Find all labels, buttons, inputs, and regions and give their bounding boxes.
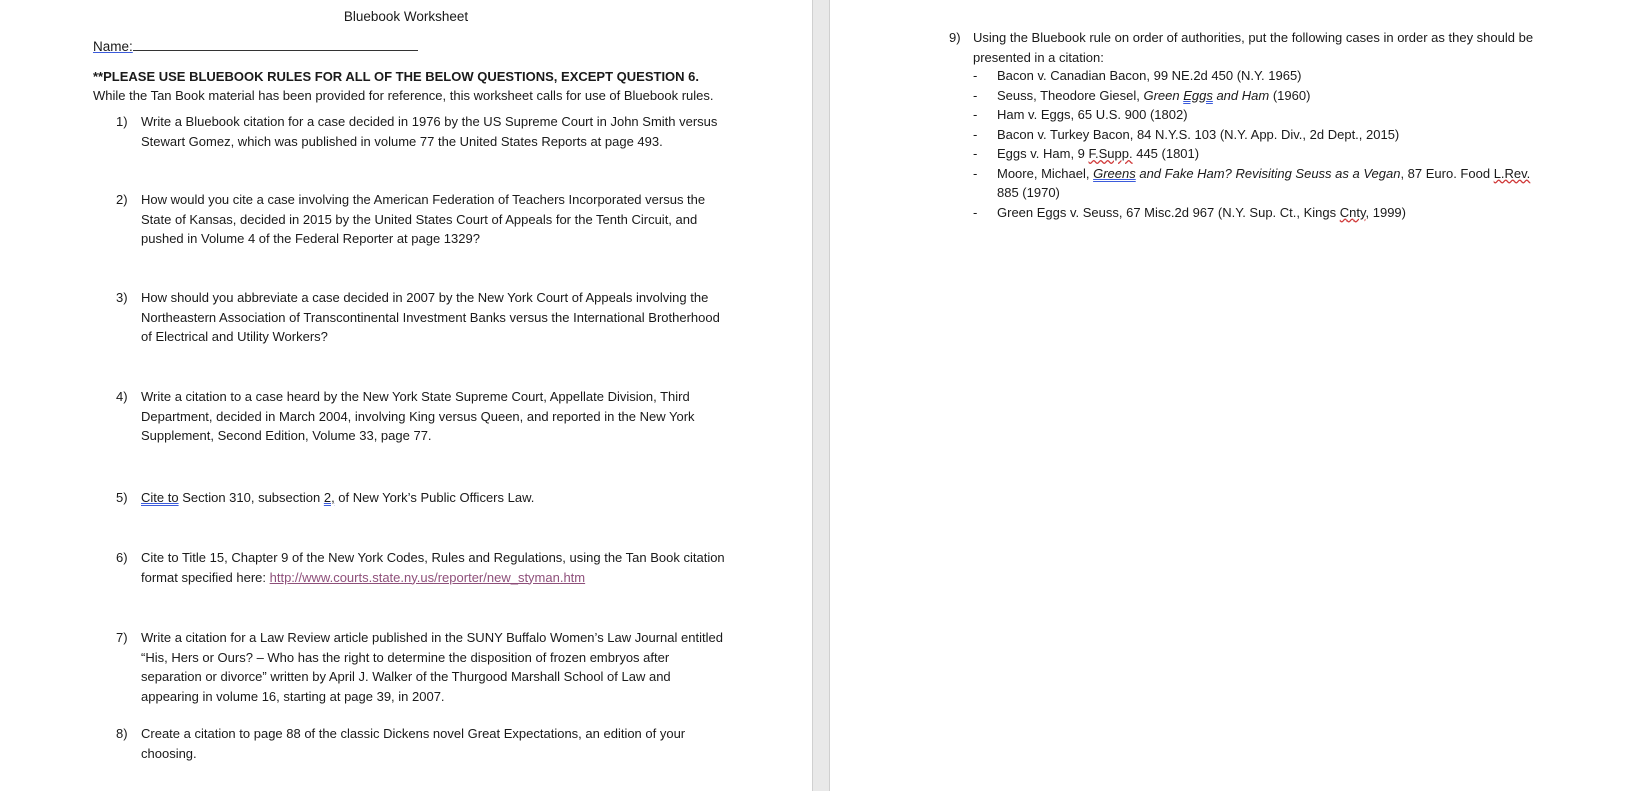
- spelling-flag-text[interactable]: F.Supp.: [1088, 146, 1133, 161]
- question-4: [116, 387, 726, 446]
- question-number: 2): [116, 192, 128, 207]
- case-text: 445 (1801): [1132, 146, 1200, 161]
- case-text: (1960): [1269, 87, 1311, 103]
- question-3: [116, 288, 726, 347]
- list-item: [973, 66, 1533, 86]
- bullet-dash: -: [973, 126, 978, 142]
- list-item: [973, 125, 1533, 145]
- list-item: [973, 144, 1533, 164]
- question-text: Using the Bluebook rule on order of authorities, put the following cases in order as they should be presented in a citation:: [973, 30, 1534, 65]
- page-title: Bluebook Worksheet: [343, 9, 469, 24]
- case-text: Seuss, Theodore Giesel,: [997, 87, 1144, 103]
- question-text-part: of New York’s Public Officers Law.: [334, 490, 535, 505]
- question-number: 1): [116, 114, 128, 129]
- grammar-flag-text[interactable]: Greens: [1093, 165, 1136, 181]
- question-number: 9): [949, 30, 961, 45]
- bullet-dash: -: [973, 165, 978, 181]
- question-text: How would you cite a case involving the American Federation of Teachers Incorporated versus the State of Kansas, decided in 2015 by the United States Court of Appeals for the Tenth Circuit, and pushed in Volume 4 of the Federal Reporter at page 1329?: [141, 192, 706, 246]
- notice-text: While the Tan Book material has been provided for reference, this worksheet calls for use of Bluebook rules.: [93, 88, 714, 103]
- question-text: Create a citation to page 88 of the classic Dickens novel Great Expectations, an edition of your choosing.: [141, 726, 686, 761]
- bullet-dash: -: [973, 68, 978, 83]
- case-text: Bacon v. Canadian Bacon, 99 NE.2d 450 (N.Y. 1965): [997, 68, 1302, 83]
- case-text: Eggs v. Ham, 9: [997, 146, 1089, 161]
- case-text: Bacon v. Turkey Bacon, 84 N.Y.S. 103 (N.Y. App. Div., 2d Dept., 2015): [997, 126, 1400, 142]
- question-text-part: Section 310, subsection: [178, 490, 324, 505]
- case-title-italic: and Fake Ham? Revisiting Seuss as a Vegan: [1135, 165, 1401, 181]
- document-page-left: [0, 0, 812, 791]
- grammar-flag-text[interactable]: Eggs: [1183, 87, 1213, 103]
- bullet-dash: -: [973, 87, 978, 103]
- instructions-notice: [93, 67, 733, 105]
- question-number: 6): [116, 550, 128, 565]
- question-9: [949, 28, 1549, 67]
- case-text: 885 (1970): [997, 185, 1060, 200]
- question-2: [116, 190, 726, 249]
- question-text: Write a Bluebook citation for a case decided in 1976 by the US Supreme Court in John Smith versus Stewart Gomez, which was published in volume 77 the United States Reports at page 493.: [141, 114, 718, 149]
- list-item: [973, 105, 1533, 125]
- question-number: 5): [116, 490, 128, 505]
- question-8: [116, 724, 726, 763]
- document-page-right: [830, 0, 1648, 791]
- question-text: Write a citation to a case heard by the New York State Supreme Court, Appellate Division, Third Department, decided in March 2004, involving King versus Queen, and reported in the New York Supplement, Second Edition, Volume 33, page 77.: [141, 389, 695, 443]
- question-1: [116, 112, 726, 151]
- question-number: 4): [116, 389, 128, 404]
- spelling-flag-text[interactable]: Cnty: [1339, 204, 1366, 220]
- question-number: 8): [116, 726, 128, 741]
- case-text: , 1999): [1365, 204, 1406, 220]
- spelling-flag-text[interactable]: L.Rev.: [1493, 165, 1531, 181]
- case-text: Ham v. Eggs, 65 U.S. 900 (1802): [997, 107, 1188, 122]
- case-title-italic: and Ham: [1212, 87, 1270, 103]
- case-text: Green Eggs v. Seuss, 67 Misc.2d 967 (N.Y. Sup. Ct., Kings: [997, 204, 1340, 220]
- question-text: Write a citation for a Law Review article published in the SUNY Buffalo Women’s Law Journal entitled “His, Hers or Ours? – Who has the right to determine the disposition of frozen embryos after separation or divorce” written by April J. Walker of the Thurgood Marshall School of Law and appearing in volume 16, starting at page 39, in 2007.: [141, 630, 723, 704]
- grammar-flag-text[interactable]: Cite to: [141, 490, 179, 505]
- tan-book-link[interactable]: http://www.courts.state.ny.us/reporter/new_styman.htm: [269, 569, 586, 585]
- question-5: [116, 488, 726, 508]
- bullet-dash: -: [973, 146, 978, 161]
- question-text: [141, 488, 726, 508]
- notice-bold-text: **PLEASE USE BLUEBOOK RULES FOR ALL OF THE BELOW QUESTIONS, EXCEPT QUESTION 6.: [93, 69, 700, 84]
- list-item: [973, 203, 1533, 223]
- name-field[interactable]: [93, 38, 418, 54]
- case-text: , 87 Euro. Food: [1400, 165, 1494, 181]
- list-item: [973, 164, 1533, 203]
- question-number: 3): [116, 290, 128, 305]
- question-text: [141, 548, 726, 587]
- name-blank-line[interactable]: [133, 38, 418, 51]
- grammar-flag-text[interactable]: 2,: [323, 490, 335, 505]
- question-number: 7): [116, 630, 128, 645]
- question-7: [116, 628, 726, 706]
- case-list: [973, 66, 1533, 222]
- question-text: How should you abbreviate a case decided in 2007 by the New York Court of Appeals involving the Northeastern Association of Transcontinental Investment Banks versus the International Brotherhood of Electrical and Utility Workers?: [141, 290, 720, 344]
- question-6: [116, 548, 726, 587]
- question-text-part: Cite to Title 15, Chapter 9 of the New York Codes, Rules and Regulations, using the Tan Book citation format specified here:: [141, 550, 725, 585]
- bullet-dash: -: [973, 107, 978, 122]
- list-item: [973, 86, 1533, 106]
- page-gutter: [812, 0, 830, 791]
- case-title-italic: Green: [1143, 87, 1184, 103]
- bullet-dash: -: [973, 204, 978, 220]
- case-text: Moore, Michael,: [997, 165, 1094, 181]
- name-label: Name:: [93, 39, 133, 54]
